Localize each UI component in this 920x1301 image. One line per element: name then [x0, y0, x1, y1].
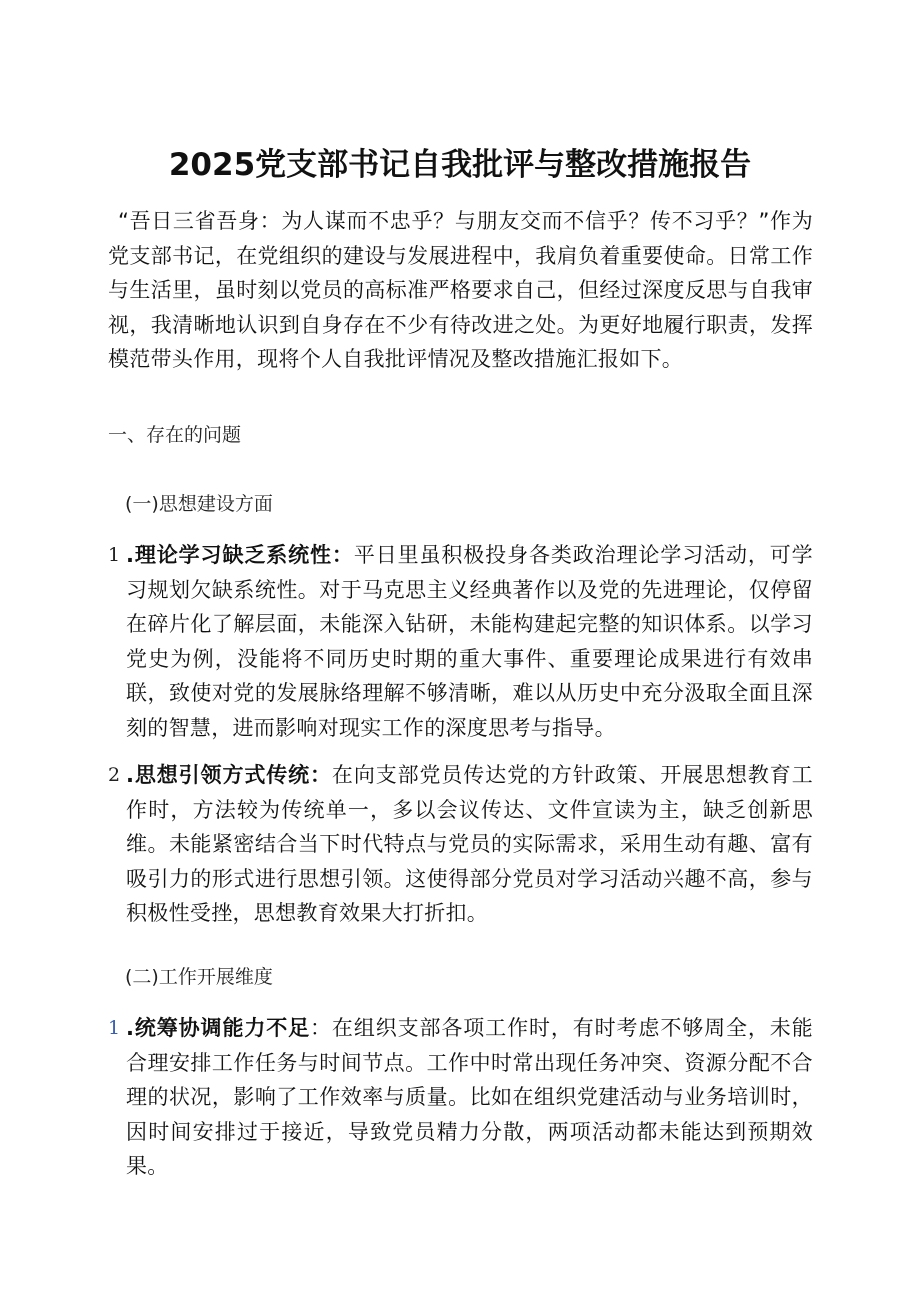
subsection-heading-ideology: (一)思想建设方面 — [125, 493, 273, 515]
intro-paragraph: “吾日三省吾身：为人谋而不忠乎？与朋友交而不信乎？传不习乎？”作为党支部书记，在党组织的建设与发展进程中，我肩负着重要使命。日常工作与生活里，虽时刻以党员的高标准严格要求自己，但经过深度反思与自我审视，我清晰地认识到自身存在不少有待改进之处。为更好地履行职责，发挥模范带头作用，现将个人自我批评情况及整改措施汇报如下。 — [108, 209, 813, 371]
item-number: 1 — [108, 544, 121, 566]
item-number: 2 — [108, 764, 121, 786]
item-body — [126, 1011, 813, 1184]
list-item — [108, 1010, 813, 1184]
document-title: 2025党支部书记自我批评与整改措施报告 — [168, 147, 752, 183]
item-text: 在向支部党员传达党的方针政策、开展思想教育工作时，方法较为传统单一，多以会议传达、文件宣读为主，缺乏创新思维。未能紧密结合当下时代特点与党员的实际需求，采用生动有趣、富有吸引力的形式进行思想引领。这使得部分党员对学习活动兴趣不高，参与积极性受挫，思想教育效果大打折扣。 — [126, 763, 813, 925]
item-title: .统筹协调能力不足 — [126, 1016, 311, 1040]
list-item — [108, 537, 813, 745]
item-text: ：在组织支部各项工作时，有时考虑不够周全，未能合理安排工作任务与时间节点。工作中时常出现任务冲突、资源分配不合理的状况，影响了工作效率与质量。比如在组织党建活动与业务培训时，因时间安排过于接近，导致党员精力分散，两项活动都未能达到预期效果。 — [126, 1016, 813, 1178]
item-number: 1 — [108, 1017, 121, 1039]
item-title: .理论学习缺乏系统性： — [126, 543, 354, 567]
subsection-heading-work: (二)工作开展维度 — [125, 966, 273, 988]
item-text: 平日里虽积极投身各类政治理论学习活动，可学习规划欠缺系统性。对于马克思主义经典著作以及党的先进理论，仅停留在碎片化了解层面，未能深入钻研，未能构建起完整的知识体系。以学习党史为例，没能将不同历史时期的重大事件、重要理论成果进行有效串联，致使对党的发展脉络理解不够清晰，难以从历史中充分汲取全面且深刻的智慧，进而影响对现实工作的深度思考与指导。 — [126, 543, 813, 740]
item-body — [126, 758, 813, 931]
list-item — [108, 757, 813, 931]
section-heading-problems: 一、存在的问题 — [108, 424, 242, 446]
item-body — [126, 538, 813, 745]
item-title: .思想引领方式传统： — [126, 763, 332, 787]
